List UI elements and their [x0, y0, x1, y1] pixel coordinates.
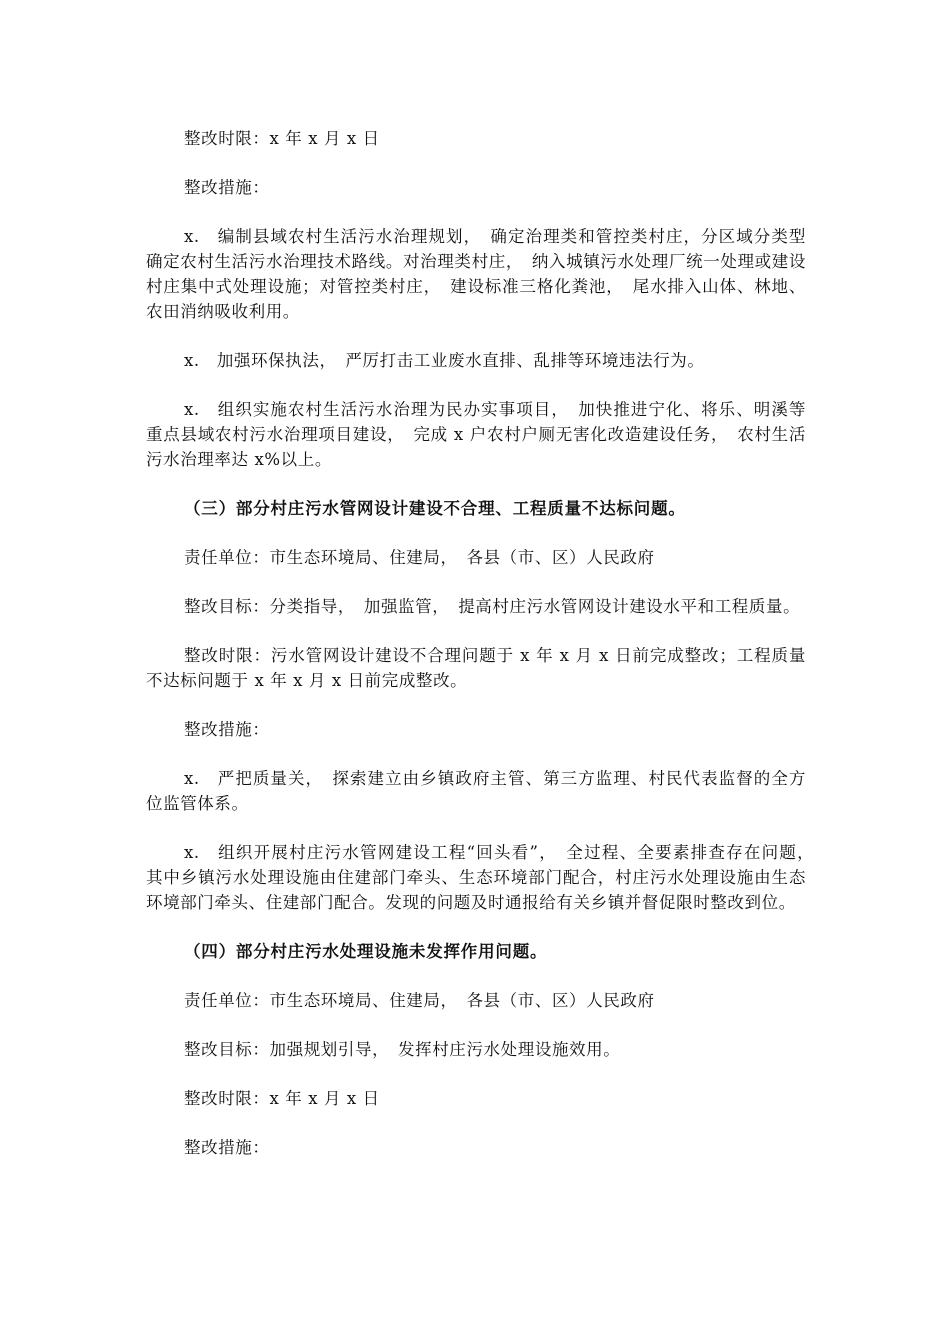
responsible-unit-paragraph: 责任单位：市生态环境局、住建局， 各县（市、区）人民政府 — [184, 548, 655, 567]
deadline-paragraph: 整改时限：污水管网设计建设不合理问题于 x 年 x 月 x 日前完成整改；工程质量不达标问题于 x 年 x 月 x 日前完成整改。 — [146, 646, 806, 690]
goal-paragraph: 整改目标：分类指导， 加强监管， 提高村庄污水管网设计建设水平和工程质量。 — [184, 597, 801, 616]
measure-paragraph: x. 组织开展村庄污水管网建设工程“回头看”， 全过程、全要素排查存在问题， 其中乡镇污水处理设施由住建部门牵头、生态环境部门配合，村庄污水处理设施由生态环境部门牵头、住建部门配合。发现的问题及时通报给有关乡镇并督促限时整改到位。 — [146, 843, 824, 912]
document-page — [146, 126, 824, 1184]
deadline-paragraph: 整改时限：x 年 x 月 x 日 — [184, 1089, 380, 1108]
measure-paragraph: x. 严把质量关， 探索建立由乡镇政府主管、第三方监理、村民代表监督的全方位监管体系。 — [146, 769, 806, 813]
deadline-paragraph: 整改时限：x 年 x 月 x 日 — [184, 129, 380, 148]
section-heading-3: （三）部分村庄污水管网设计建设不合理、工程质量不达标问题。 — [184, 499, 686, 518]
measure-paragraph: x. 加强环保执法， 严厉打击工业废水直排、乱排等环境违法行为。 — [184, 351, 705, 370]
goal-paragraph: 整改目标：加强规划引导， 发挥村庄污水处理设施效用。 — [184, 1040, 621, 1059]
measure-paragraph: x. 组织实施农村生活污水治理为民办实事项目， 加快推进宁化、将乐、明溪等重点县域农村污水治理项目建设， 完成 x 户农村户厕无害化改造建设任务， 农村生活污水治理率达 x%以上。 — [146, 400, 806, 469]
section-heading-4: （四）部分村庄污水处理设施未发挥作用问题。 — [184, 942, 548, 961]
measures-label: 整改措施： — [184, 1138, 270, 1157]
measure-paragraph: x. 编制县域农村生活污水治理规划， 确定治理类和管控类村庄，分区域分类型确定农村生活污水治理技术路线。对治理类村庄， 纳入城镇污水处理厂统一处理或建设村庄集中式处理设施；对管控类村庄， 建设标准三格化粪池， 尾水排入山体、林地、农田消纳吸收利用。 — [146, 227, 806, 321]
measures-label: 整改措施： — [184, 178, 270, 197]
measures-label: 整改措施： — [184, 720, 270, 739]
responsible-unit-paragraph: 责任单位：市生态环境局、住建局， 各县（市、区）人民政府 — [184, 991, 655, 1010]
